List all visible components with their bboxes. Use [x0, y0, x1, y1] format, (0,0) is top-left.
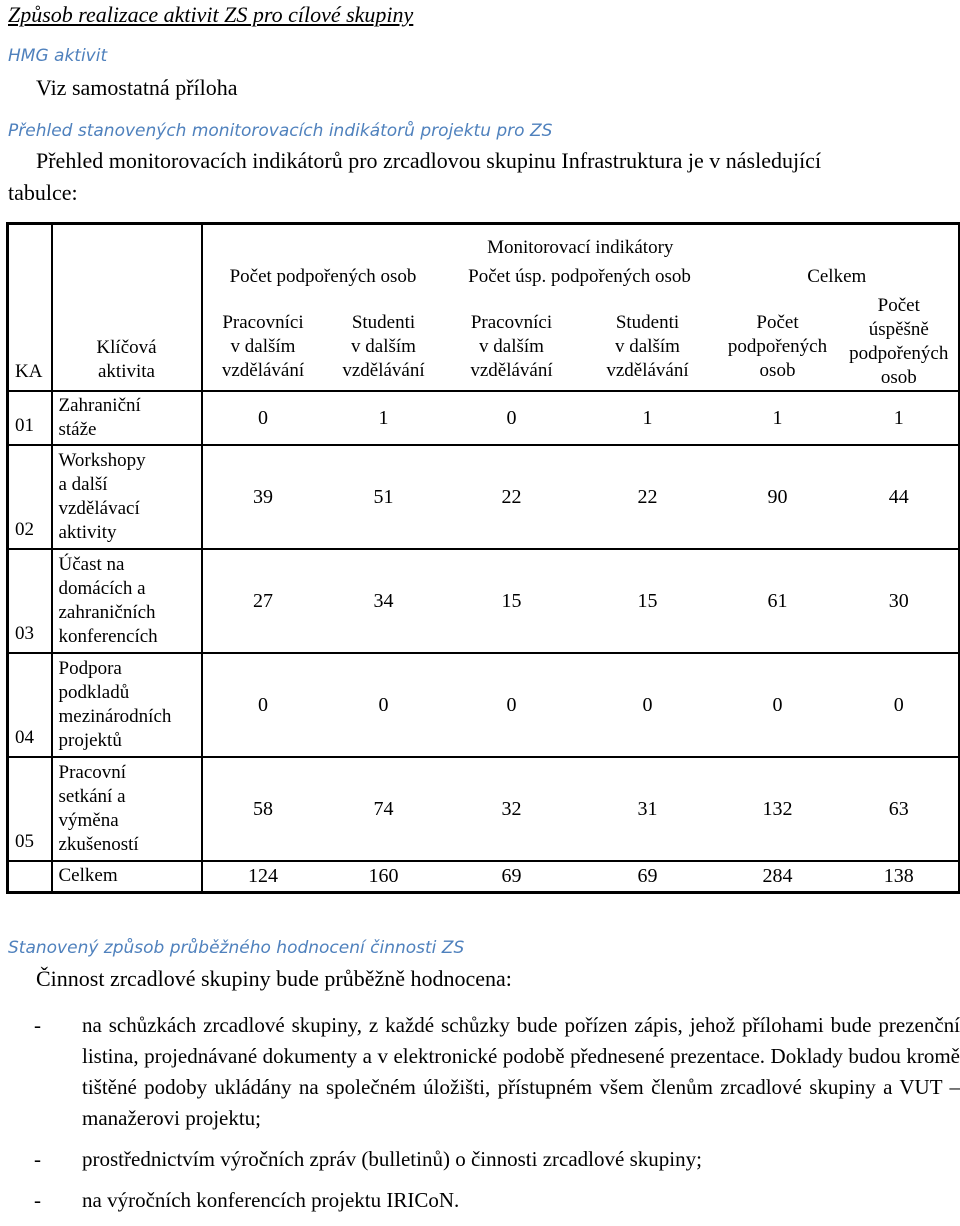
value-cell: 61 — [716, 549, 840, 653]
value-cell: 90 — [716, 445, 840, 549]
activity-line: vzdělávací — [58, 497, 140, 519]
evaluation-heading: Stanovený způsob průběžného hodnocení činnosti ZS — [8, 938, 465, 958]
list-item-text: na schůzkách zrcadlové skupiny, z každé schůzky bude pořízen zápis, jehož přílohami bude prezenční listina, projednávané dokumenty a v elektronické podobě přednesené prezentace. Doklady budou kromě tištěné podoby ukládány na společném úložišti, přístupném všem členům zrcadlové skupiny a VUT – manažerovi projektu; — [82, 1013, 960, 1130]
dash-marker: - — [34, 1188, 41, 1212]
value-cell: 1 — [324, 391, 444, 445]
value-cell: 0 — [202, 391, 324, 445]
activity-name — [52, 391, 202, 445]
col-header — [840, 294, 960, 391]
ka-number: 04 — [8, 653, 52, 757]
value-cell: 44 — [840, 445, 960, 549]
value-cell: 74 — [324, 757, 444, 861]
col-header-line: úspěšně — [868, 318, 929, 340]
table-row — [8, 757, 960, 861]
value-cell: 0 — [444, 653, 580, 757]
activity-line: Workshopy — [58, 449, 146, 471]
value-cell: 15 — [580, 549, 716, 653]
value-cell: 0 — [716, 653, 840, 757]
group-successful: Počet úsp. podpořených osob — [468, 265, 691, 287]
value-cell: 132 — [716, 757, 840, 861]
evaluation-intro: Činnost zrcadlové skupiny bude průběžně hodnocena: — [36, 966, 512, 991]
indicators-table — [6, 222, 960, 894]
value-cell: 0 — [840, 653, 960, 757]
col-header-line: Počet — [756, 311, 799, 333]
col-header — [324, 294, 444, 391]
activity-line: aktivity — [58, 521, 117, 543]
col-header-line: vzdělávání — [470, 359, 553, 381]
col-header-line: vzdělávání — [221, 359, 305, 381]
group-supported: Počet podpořených osob — [202, 260, 444, 294]
total-cell: 124 — [202, 861, 324, 893]
list-item-text: prostřednictvím výročních zpráv (bulletinů) o činnosti zrcadlové skupiny; — [82, 1147, 702, 1171]
table-row — [8, 445, 960, 549]
total-cell: 284 — [716, 861, 840, 893]
col-header-line: podpořených — [849, 342, 949, 364]
activity-line: podkladů — [58, 681, 130, 703]
activity-line: Podpora — [58, 657, 122, 679]
value-cell: 39 — [202, 445, 324, 549]
value-cell: 27 — [202, 549, 324, 653]
value-cell: 58 — [202, 757, 324, 861]
col-header-line: Počet — [877, 294, 920, 316]
list-item — [34, 1010, 960, 1134]
ka-header: KA — [15, 360, 43, 382]
total-row — [8, 861, 960, 893]
activity-line: domácích a — [58, 577, 146, 599]
hmg-heading: HMG aktivit — [8, 46, 108, 66]
activity-line: a další — [58, 473, 108, 495]
table-row — [8, 549, 960, 653]
col-header-line: Studenti — [615, 311, 680, 333]
value-cell: 1 — [840, 391, 960, 445]
value-cell: 51 — [324, 445, 444, 549]
col-header — [444, 294, 580, 391]
col-header-line: vzdělávání — [606, 359, 689, 381]
group-total: Celkem — [807, 265, 867, 287]
value-cell: 1 — [580, 391, 716, 445]
value-cell: 31 — [580, 757, 716, 861]
activity-line: Zahraniční — [58, 394, 141, 416]
activity-name — [52, 549, 202, 653]
value-cell: 1 — [716, 391, 840, 445]
activity-name — [52, 653, 202, 757]
ka-number: 05 — [8, 757, 52, 861]
col-header-line: vzdělávání — [342, 359, 425, 381]
activity-header — [52, 224, 202, 391]
activity-line: setkání a — [58, 785, 126, 807]
total-cell: 160 — [324, 861, 444, 893]
activity-line: Účast na — [58, 553, 125, 575]
evaluation-list — [34, 1010, 960, 1226]
col-header — [580, 294, 716, 391]
col-header-line: Studenti — [351, 311, 416, 333]
activity-line: zkušeností — [58, 833, 139, 855]
col-header-line: v dalším — [351, 335, 416, 357]
value-cell: 22 — [444, 445, 580, 549]
col-header-line: osob — [880, 366, 917, 388]
col-header — [716, 294, 840, 391]
value-cell: 34 — [324, 549, 444, 653]
list-item — [34, 1185, 960, 1216]
col-header-line: Pracovníci — [222, 311, 304, 333]
ka-number: 02 — [8, 445, 52, 549]
total-cell: 138 — [840, 861, 960, 893]
activity-line: výměna — [58, 809, 119, 831]
table-row — [8, 391, 960, 445]
activity-line: konferencích — [58, 625, 158, 647]
value-cell: 0 — [202, 653, 324, 757]
activity-line: mezinárodních — [58, 705, 172, 727]
intro-line-2: tabulce: — [8, 180, 78, 205]
activity-line: stáže — [58, 418, 97, 440]
list-item-text: na výročních konferencích projektu IRICoN. — [82, 1188, 460, 1212]
activity-line: Pracovní — [58, 761, 127, 783]
value-cell: 0 — [580, 653, 716, 757]
activity-name — [52, 757, 202, 861]
total-label: Celkem — [52, 861, 202, 893]
col-header-line: Pracovníci — [470, 311, 553, 333]
activity-name — [52, 445, 202, 549]
dash-marker: - — [34, 1147, 41, 1171]
value-cell: 0 — [324, 653, 444, 757]
activity-header-line: Klíčová — [96, 336, 157, 358]
value-cell: 22 — [580, 445, 716, 549]
total-cell: 69 — [444, 861, 580, 893]
list-item — [34, 1144, 960, 1175]
value-cell: 63 — [840, 757, 960, 861]
dash-marker: - — [34, 1013, 41, 1037]
value-cell: 15 — [444, 549, 580, 653]
hmg-text: Viz samostatná příloha — [36, 75, 238, 100]
intro-line-1: Přehled monitorovacích indikátorů pro zrcadlovou skupinu Infrastruktura je v následující — [36, 148, 822, 173]
activity-header-line: aktivita — [98, 360, 155, 382]
ka-number: 01 — [8, 391, 52, 445]
value-cell: 0 — [444, 391, 580, 445]
ka-number: 03 — [8, 549, 52, 653]
activity-line: zahraničních — [58, 601, 156, 623]
section-title: Způsob realizace aktivit ZS pro cílové skupiny — [8, 2, 414, 27]
total-cell: 69 — [580, 861, 716, 893]
col-header-line: osob — [759, 359, 796, 381]
col-header-line: v dalším — [615, 335, 680, 357]
header-row-main — [8, 224, 960, 260]
monitoring-header: Monitorovací indikátory — [202, 224, 960, 260]
indicators-heading: Přehled stanovených monitorovacích indikátorů projektu pro ZS — [8, 121, 553, 141]
col-header-line: podpořených — [727, 335, 828, 357]
table-row — [8, 653, 960, 757]
col-header-line: v dalším — [230, 335, 296, 357]
col-header — [202, 294, 324, 391]
col-header-line: v dalším — [479, 335, 544, 357]
activity-line: projektů — [58, 729, 122, 751]
value-cell: 32 — [444, 757, 580, 861]
total-ka-empty — [8, 861, 52, 893]
value-cell: 30 — [840, 549, 960, 653]
